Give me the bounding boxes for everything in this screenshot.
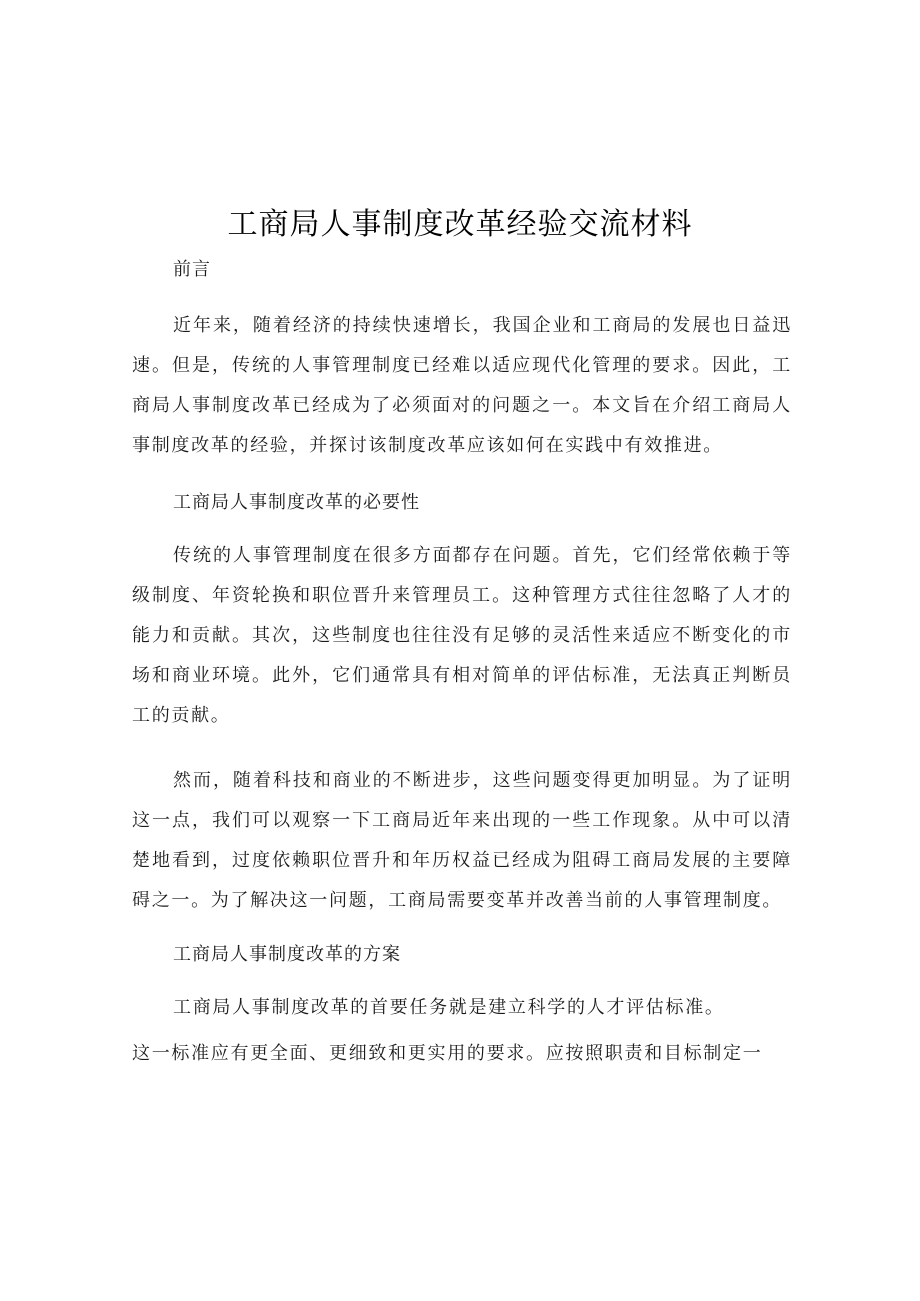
preface-heading: 前言 bbox=[173, 259, 211, 280]
necessity-paragraph-2: 然而，随着科技和商业的不断进步，这些问题变得更加明显。为了证明这一点，我们可以观察一下工商局近年来出现的一些工作现象。从中可以清楚地看到，过度依赖职位晋升和年历权益已经成为阻碍工商局发展的主要障碍之一。为了解决这一问题，工商局需要变革并改善当前的人事管理制度。 bbox=[132, 770, 792, 911]
plan-paragraph-line-1: 工商局人事制度改革的首要任务就是建立科学的人才评估标准。 bbox=[173, 997, 725, 1018]
preface-paragraph: 近年来，随着经济的持续快速增长，我国企业和工商局的发展也日益迅速。但是，传统的人事管理制度已经难以适应现代化管理的要求。因此，工商局人事制度改革已经成为了必须面对的问题之一。本文旨在介绍工商局人事制度改革的经验，并探讨该制度改革应该如何在实践中有效推进。 bbox=[132, 315, 792, 456]
necessity-heading: 工商局人事制度改革的必要性 bbox=[173, 492, 420, 513]
necessity-paragraph-1: 传统的人事管理制度在很多方面都存在问题。首先，它们经常依赖于等级制度、年资轮换和职位晋升来管理员工。这种管理方式往往忽略了人才的能力和贡献。其次，这些制度也往往没有足够的灵活性来适应不断变化的市场和商业环境。此外，它们通常具有相对简单的评估标准，无法真正判断员工的贡献。 bbox=[132, 545, 792, 726]
plan-heading: 工商局人事制度改革的方案 bbox=[173, 944, 401, 965]
document-title: 工商局人事制度改革经验交流材料 bbox=[227, 207, 693, 242]
plan-paragraph-line-2: 这一标准应有更全面、更细致和更实用的要求。应按照职责和目标制定一 bbox=[132, 1043, 763, 1064]
